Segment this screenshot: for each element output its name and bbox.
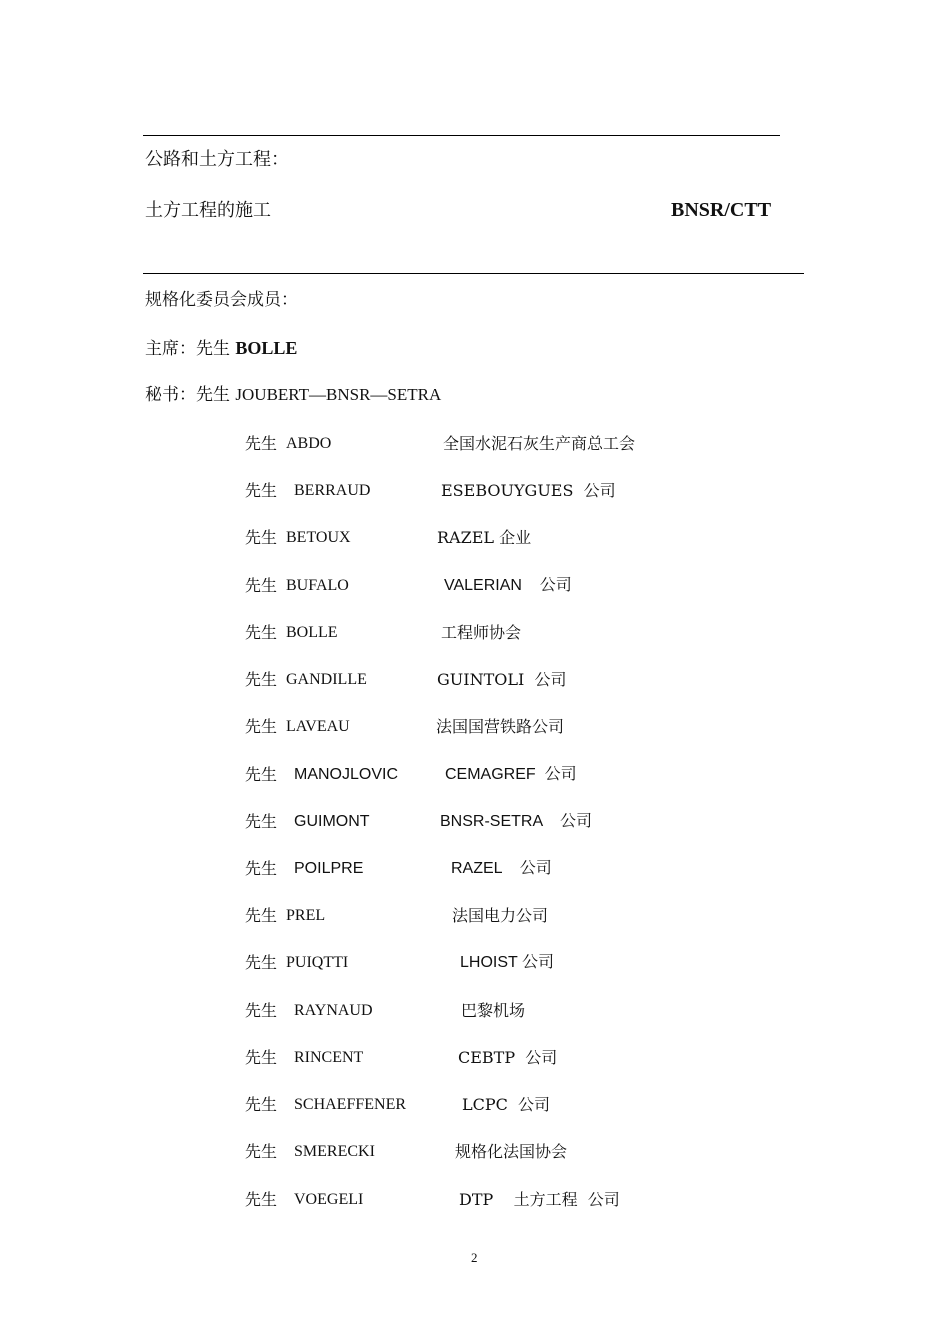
member-name: GANDILLE [286,671,367,688]
member-org: 工程师协会 [441,623,522,642]
member-title: 先生 [245,576,278,595]
member-org: GUINTOLI 公司 [437,670,567,689]
member-name: PUIQTTI [286,954,349,971]
member-name: BUFALO [286,577,349,594]
member-org: RAZEL 公司 [451,860,552,877]
member-name: POILPRE [294,860,364,877]
secretary-name: JOUBERT—BNSR—SETRA [235,385,442,404]
member-name: RINCENT [294,1049,364,1066]
member-org: 法国电力公司 [452,906,549,925]
member-title: 先生 [245,670,278,689]
member-name: BOLLE [286,624,338,641]
page-number: 2 [471,1250,478,1265]
member-title: 先生 [245,717,278,736]
member-title: 先生 [245,481,278,500]
member-title: 先生 [245,1190,278,1209]
member-org: 全国水泥石灰生产商总工会 [443,434,636,453]
member-org: VALERIAN 公司 [444,577,572,594]
document-code: BNSR/CTT [671,199,772,221]
member-org: LHOIST 公司 [460,954,554,971]
member-org: 法国国营铁路公司 [436,717,565,736]
member-title: 先生 [245,953,278,972]
member-title: 先生 [245,906,278,925]
member-title: 先生 [245,765,278,784]
header-top-rule [143,135,780,136]
header-title-line1: 公路和土方工程： [145,149,289,170]
member-name: SMERECKI [294,1143,375,1160]
member-org: CEMAGREF 公司 [445,766,577,783]
member-name: ABDO [286,435,332,452]
member-org: BNSR-SETRA 公司 [440,813,593,830]
member-name: MANOJLOVIC [294,766,399,783]
header-title-line2: 土方工程的施工 [145,200,271,221]
member-title: 先生 [245,1095,278,1114]
header-bottom-rule [143,273,804,274]
member-name: GUIMONT [294,813,370,830]
chair-line [145,336,297,361]
member-title: 先生 [245,812,278,831]
member-org: LCPC 公司 [462,1095,551,1114]
member-title: 先生 [245,623,278,642]
member-org: CEBTP 公司 [458,1048,558,1067]
member-name: PREL [286,907,326,924]
member-title: 先生 [245,528,278,547]
member-title: 先生 [245,1142,278,1161]
committee-heading: 规格化委员会成员： [145,290,298,310]
secretary-label: 秘书：先生 [145,385,230,405]
member-org: 巴黎机场 [461,1001,526,1020]
secretary-line [145,383,441,407]
member-name: RAYNAUD [294,1002,373,1019]
member-name: VOEGELI [294,1191,364,1208]
member-org: RAZEL 企业 [437,528,532,547]
chair-name: BOLLE [235,338,298,358]
member-name: BETOUX [286,529,351,546]
member-org: DTP 土方工程 公司 [459,1190,620,1209]
member-name: SCHAEFFENER [294,1096,407,1113]
member-name: BERRAUD [294,482,371,499]
member-org: 规格化法国协会 [455,1142,568,1161]
member-title: 先生 [245,1048,278,1067]
member-title: 先生 [245,1001,278,1020]
member-title: 先生 [245,434,278,453]
chair-label: 主席：先生 [145,339,230,359]
member-org: ESEBOUYGUES 公司 [441,481,616,500]
member-name: LAVEAU [286,718,350,735]
member-title: 先生 [245,859,278,878]
